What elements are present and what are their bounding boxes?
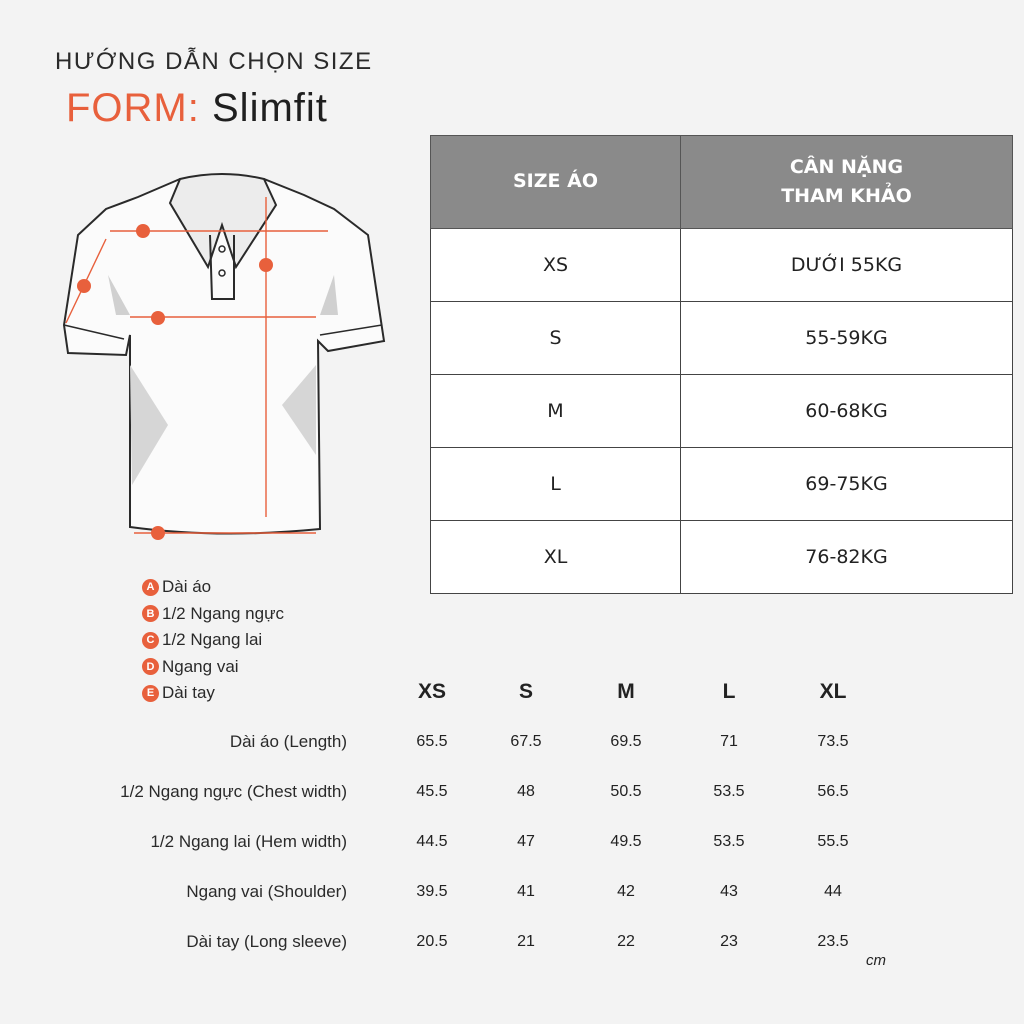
measure-value: 41 xyxy=(517,883,535,900)
measure-size-header: XS xyxy=(417,680,447,703)
weight-cell: 76-82KG xyxy=(681,521,1013,594)
legend-item xyxy=(142,654,284,681)
measure-size-header: M xyxy=(617,680,635,703)
legend-item xyxy=(142,601,284,628)
orange-circle-icon: A xyxy=(142,579,159,596)
measure-value: 71 xyxy=(720,733,738,750)
measure-value: 56.5 xyxy=(817,783,849,800)
measure-value: 44.5 xyxy=(416,833,448,850)
measure-value: 49.5 xyxy=(610,833,642,850)
table-row xyxy=(431,521,1013,594)
measure-row-label: Dài áo (Length) xyxy=(229,732,347,751)
header-weight xyxy=(681,136,1013,229)
measure-value: 50.5 xyxy=(610,783,642,800)
table-row xyxy=(431,448,1013,521)
measure-row-label: 1/2 Ngang lai (Hem width) xyxy=(150,832,347,851)
measure-value: 73.5 xyxy=(817,733,849,750)
measure-value: 44 xyxy=(824,883,842,900)
measure-value: 45.5 xyxy=(416,783,448,800)
measure-row-label: Dài tay (Long sleeve) xyxy=(186,932,347,951)
size-cell: M xyxy=(431,375,681,448)
measure-value: 23 xyxy=(720,933,738,950)
orange-circle-icon: D xyxy=(142,658,159,675)
size-cell: XL xyxy=(431,521,681,594)
polo-shirt-diagram-icon xyxy=(58,165,388,545)
measure-value: 39.5 xyxy=(416,883,448,900)
weight-cell: 69-75KG xyxy=(681,448,1013,521)
measure-value: 48 xyxy=(517,783,535,800)
table-row xyxy=(431,375,1013,448)
table-header-row xyxy=(431,136,1013,229)
measure-value: 20.5 xyxy=(416,933,448,950)
measure-value: 47 xyxy=(517,833,535,850)
measure-dot-e xyxy=(77,279,91,293)
measure-row-label: 1/2 Ngang ngực (Chest width) xyxy=(120,782,347,801)
measure-value: 69.5 xyxy=(610,733,642,750)
legend-label: 1/2 Ngang lai xyxy=(162,630,263,650)
table-row xyxy=(431,302,1013,375)
measure-dot-a xyxy=(259,258,273,272)
weight-cell: DƯỚI 55KG xyxy=(681,229,1013,302)
orange-circle-icon: C xyxy=(142,632,159,649)
measure-value: 43 xyxy=(720,883,738,900)
orange-circle-icon: E xyxy=(142,685,159,702)
form-value: Slimfit xyxy=(212,86,328,130)
legend-item xyxy=(142,574,284,601)
measure-size-header: S xyxy=(518,680,534,703)
table-row xyxy=(431,229,1013,302)
header-weight-line1: CÂN NẶNG xyxy=(789,155,904,178)
form-title xyxy=(66,86,328,131)
legend-item xyxy=(142,680,284,707)
measure-row-label: Ngang vai (Shoulder) xyxy=(186,882,347,901)
measure-value: 65.5 xyxy=(416,733,448,750)
orange-circle-icon: B xyxy=(142,605,159,622)
measure-size-header: L xyxy=(722,680,736,703)
measure-dot-d xyxy=(136,224,150,238)
legend-item xyxy=(142,627,284,654)
form-label: FORM: xyxy=(66,86,200,130)
legend-label: Ngang vai xyxy=(162,656,239,676)
measure-value: 53.5 xyxy=(713,833,745,850)
legend-label: 1/2 Ngang ngực xyxy=(162,603,284,623)
measure-value: 53.5 xyxy=(713,783,745,800)
measure-value: 23.5 xyxy=(817,933,849,950)
legend-label: Dài tay xyxy=(162,683,215,703)
measure-size-header: XL xyxy=(819,680,847,703)
weight-cell: 60-68KG xyxy=(681,375,1013,448)
guide-title: HƯỚNG DẪN CHỌN SIZE xyxy=(55,48,373,75)
header-size: SIZE ÁO xyxy=(431,136,681,229)
size-cell: L xyxy=(431,448,681,521)
header-weight-line2: THAM KHẢO xyxy=(781,185,912,207)
measure-value: 42 xyxy=(617,883,635,900)
measurement-legend xyxy=(142,574,284,707)
measure-dot-c xyxy=(151,526,165,540)
size-cell: XS xyxy=(431,229,681,302)
weight-cell: 55-59KG xyxy=(681,302,1013,375)
legend-label: Dài áo xyxy=(162,577,212,597)
measure-value: 67.5 xyxy=(510,733,542,750)
measure-value: 22 xyxy=(617,933,635,950)
measure-value: 21 xyxy=(517,933,535,950)
unit-label: cm xyxy=(866,952,886,969)
weight-size-table xyxy=(430,135,1013,594)
measure-value: 55.5 xyxy=(817,833,849,850)
measure-dot-b xyxy=(151,311,165,325)
size-cell: S xyxy=(431,302,681,375)
